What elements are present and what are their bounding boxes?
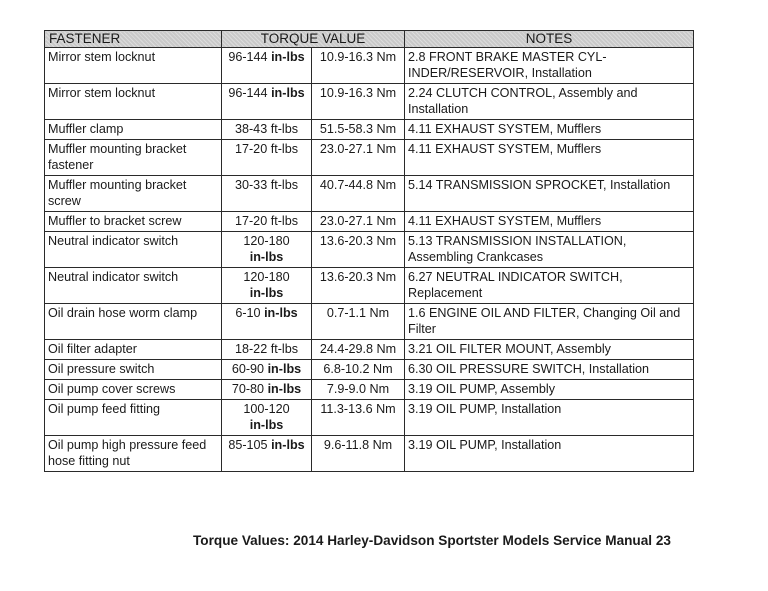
torque-metric-cell: 11.3-13.6 Nm bbox=[312, 400, 405, 436]
torque-range: 85-105 bbox=[228, 438, 268, 452]
fastener-cell: Muffler mounting bracket screw bbox=[45, 176, 222, 212]
torque-imperial-cell bbox=[222, 400, 312, 436]
table-row bbox=[45, 120, 694, 140]
notes-cell: 3.19 OIL PUMP, Installation bbox=[405, 436, 694, 472]
notes-cell: 4.11 EXHAUST SYSTEM, Mufflers bbox=[405, 140, 694, 176]
fastener-cell: Neutral indicator switch bbox=[45, 268, 222, 304]
torque-unit: ft-lbs bbox=[270, 342, 298, 356]
table-row bbox=[45, 340, 694, 360]
fastener-cell: Muffler mounting bracket fastener bbox=[45, 140, 222, 176]
torque-imperial-cell bbox=[222, 84, 312, 120]
torque-imperial-cell bbox=[222, 436, 312, 472]
notes-cell: 3.19 OIL PUMP, Assembly bbox=[405, 380, 694, 400]
torque-unit: in-lbs bbox=[271, 86, 305, 100]
table-row bbox=[45, 436, 694, 472]
torque-range: 17-20 bbox=[234, 142, 268, 156]
torque-imperial-cell bbox=[222, 340, 312, 360]
torque-metric-cell: 24.4-29.8 Nm bbox=[312, 340, 405, 360]
page-number: 23 bbox=[655, 533, 671, 548]
header-notes: NOTES bbox=[405, 31, 694, 48]
fastener-cell: Neutral indicator switch bbox=[45, 232, 222, 268]
torque-range: 30-33 bbox=[234, 178, 268, 192]
torque-metric-cell: 13.6-20.3 Nm bbox=[312, 232, 405, 268]
fastener-cell: Oil drain hose worm clamp bbox=[45, 304, 222, 340]
torque-unit: in-lbs bbox=[249, 418, 284, 432]
notes-cell: 4.11 EXHAUST SYSTEM, Mufflers bbox=[405, 120, 694, 140]
torque-range: 60-90 bbox=[231, 362, 265, 376]
table-row bbox=[45, 380, 694, 400]
header-fastener: FASTENER bbox=[45, 31, 222, 48]
torque-metric-cell: 10.9-16.3 Nm bbox=[312, 84, 405, 120]
footer-title: Torque Values: 2014 Harley-Davidson Sportster Models Service Manual bbox=[193, 533, 653, 548]
torque-metric-cell: 6.8-10.2 Nm bbox=[312, 360, 405, 380]
notes-cell: 3.21 OIL FILTER MOUNT, Assembly bbox=[405, 340, 694, 360]
notes-cell: 2.8 FRONT BRAKE MASTER CYL-INDER/RESERVOIR, Installation bbox=[405, 48, 694, 84]
torque-range: 18-22 bbox=[234, 342, 268, 356]
table-row bbox=[45, 140, 694, 176]
torque-imperial-cell bbox=[222, 268, 312, 304]
torque-range: 120-180 bbox=[243, 234, 290, 248]
torque-metric-cell: 7.9-9.0 Nm bbox=[312, 380, 405, 400]
torque-range: 6-10 bbox=[235, 306, 261, 320]
notes-cell: 6.27 NEUTRAL INDICATOR SWITCH, Replacement bbox=[405, 268, 694, 304]
torque-unit: ft-lbs bbox=[270, 122, 298, 136]
torque-unit: in-lbs bbox=[267, 382, 302, 396]
torque-metric-cell: 23.0-27.1 Nm bbox=[312, 212, 405, 232]
torque-range: 17-20 bbox=[234, 214, 268, 228]
page-footer bbox=[193, 533, 671, 548]
torque-unit: ft-lbs bbox=[270, 214, 298, 228]
torque-table bbox=[44, 30, 694, 472]
torque-unit: in-lbs bbox=[249, 286, 284, 300]
fastener-cell: Muffler clamp bbox=[45, 120, 222, 140]
table-row bbox=[45, 212, 694, 232]
fastener-cell: Oil pump high pressure feed hose fitting nut bbox=[45, 436, 222, 472]
torque-range: 70-80 bbox=[231, 382, 265, 396]
table-header bbox=[45, 31, 694, 48]
torque-imperial-cell bbox=[222, 176, 312, 212]
torque-range: 100-120 bbox=[243, 402, 290, 416]
table-row bbox=[45, 360, 694, 380]
fastener-cell: Mirror stem locknut bbox=[45, 48, 222, 84]
torque-range: 96-144 bbox=[228, 50, 268, 64]
table-row bbox=[45, 176, 694, 212]
table-body bbox=[45, 48, 694, 472]
table-row bbox=[45, 400, 694, 436]
torque-range: 120-180 bbox=[243, 270, 290, 284]
table-row bbox=[45, 268, 694, 304]
torque-unit: ft-lbs bbox=[270, 142, 298, 156]
torque-unit: in-lbs bbox=[271, 50, 305, 64]
torque-range: 38-43 bbox=[234, 122, 268, 136]
header-torque-value: TORQUE VALUE bbox=[222, 31, 405, 48]
torque-unit: in-lbs bbox=[249, 250, 284, 264]
fastener-cell: Oil pressure switch bbox=[45, 360, 222, 380]
fastener-cell: Oil pump cover screws bbox=[45, 380, 222, 400]
notes-cell: 2.24 CLUTCH CONTROL, Assembly and Installation bbox=[405, 84, 694, 120]
torque-metric-cell: 9.6-11.8 Nm bbox=[312, 436, 405, 472]
fastener-cell: Oil pump feed fitting bbox=[45, 400, 222, 436]
fastener-cell: Oil filter adapter bbox=[45, 340, 222, 360]
notes-cell: 6.30 OIL PRESSURE SWITCH, Installation bbox=[405, 360, 694, 380]
torque-imperial-cell bbox=[222, 232, 312, 268]
torque-unit: in-lbs bbox=[271, 438, 305, 452]
table-row bbox=[45, 232, 694, 268]
torque-unit: in-lbs bbox=[267, 362, 302, 376]
torque-range: 96-144 bbox=[228, 86, 268, 100]
torque-metric-cell: 13.6-20.3 Nm bbox=[312, 268, 405, 304]
table-row bbox=[45, 48, 694, 84]
torque-imperial-cell bbox=[222, 140, 312, 176]
torque-unit: ft-lbs bbox=[270, 178, 298, 192]
torque-unit: in-lbs bbox=[264, 306, 298, 320]
torque-metric-cell: 51.5-58.3 Nm bbox=[312, 120, 405, 140]
torque-imperial-cell bbox=[222, 304, 312, 340]
fastener-cell: Muffler to bracket screw bbox=[45, 212, 222, 232]
torque-imperial-cell bbox=[222, 360, 312, 380]
torque-imperial-cell bbox=[222, 120, 312, 140]
notes-cell: 5.14 TRANSMISSION SPROCKET, Installation bbox=[405, 176, 694, 212]
notes-cell: 3.19 OIL PUMP, Installation bbox=[405, 400, 694, 436]
fastener-cell: Mirror stem locknut bbox=[45, 84, 222, 120]
torque-imperial-cell bbox=[222, 48, 312, 84]
table-row bbox=[45, 304, 694, 340]
notes-cell: 5.13 TRANSMISSION INSTALLATION, Assembling Crankcases bbox=[405, 232, 694, 268]
notes-cell: 4.11 EXHAUST SYSTEM, Mufflers bbox=[405, 212, 694, 232]
torque-imperial-cell bbox=[222, 380, 312, 400]
torque-metric-cell: 0.7-1.1 Nm bbox=[312, 304, 405, 340]
torque-metric-cell: 23.0-27.1 Nm bbox=[312, 140, 405, 176]
notes-cell: 1.6 ENGINE OIL AND FILTER, Changing Oil and Filter bbox=[405, 304, 694, 340]
table-row bbox=[45, 84, 694, 120]
torque-metric-cell: 10.9-16.3 Nm bbox=[312, 48, 405, 84]
torque-metric-cell: 40.7-44.8 Nm bbox=[312, 176, 405, 212]
torque-imperial-cell bbox=[222, 212, 312, 232]
